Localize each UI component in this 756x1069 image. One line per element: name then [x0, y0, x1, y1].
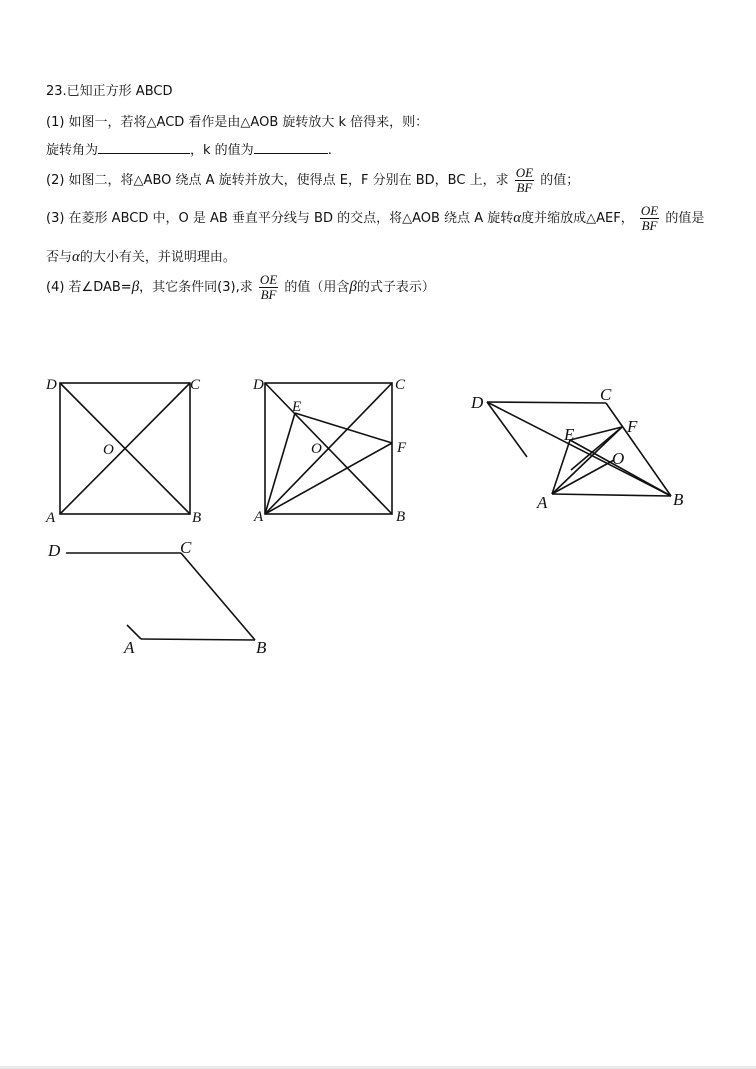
- fig1-label-o: O: [103, 442, 114, 458]
- fig2-label-d: D: [253, 377, 264, 393]
- fig1-label-c: C: [190, 377, 201, 393]
- fig4-label-c: C: [180, 538, 192, 557]
- q3-line2-a: 否与: [46, 250, 73, 265]
- fig4-side-cb: [181, 553, 255, 640]
- figure-2: [265, 383, 392, 514]
- fig2-label-b: B: [396, 509, 406, 525]
- fraction-oe-bf: $\frac{OE}{BF}$: [259, 272, 278, 302]
- q3-text-a: (3) 在菱形 ABCD 中，O 是 AB 垂直平分线与 BD 的交点，将△AOB 绕点 A 旋转: [46, 211, 514, 226]
- q4-text-c: 的值（用含: [284, 280, 350, 295]
- fig3-label-d: D: [471, 393, 484, 412]
- fig2-line-af: [265, 443, 392, 514]
- figure-1: [60, 383, 190, 514]
- fig3-side-ba: [552, 494, 671, 496]
- fraction-oe-bf: $\frac{OE}{BF}$: [640, 203, 659, 233]
- figure-4: [66, 553, 255, 640]
- fig4-side-ba: [141, 639, 255, 640]
- q1-end: .: [327, 143, 332, 158]
- q3-line2-b: 的大小有关，并说明理由。: [79, 250, 236, 265]
- fraction-oe-bf: $\frac{OE}{BF}$: [515, 165, 534, 195]
- fig2-label-o: O: [311, 441, 322, 457]
- fig2-label-a: A: [254, 509, 264, 525]
- alpha-symbol: α: [72, 249, 80, 265]
- fig1-label-d: D: [46, 377, 57, 393]
- fig3-label-b: B: [673, 490, 684, 509]
- fig3-label-c: C: [600, 385, 612, 404]
- q4-text-b: ，其它条件同(3),求: [139, 280, 253, 295]
- q4-text-d: 的式子表示）: [356, 280, 435, 295]
- problem-title: 23.已知正方形 ABCD: [46, 84, 173, 99]
- fig3-label-e: E: [564, 425, 575, 444]
- q3-text-c: 的值是: [665, 211, 705, 226]
- fig3-label-o: O: [612, 449, 625, 468]
- fig1-label-a: A: [46, 510, 56, 526]
- q2-end: 的值；: [540, 173, 580, 188]
- q3-text-b: 度并缩放成△AEF，: [521, 211, 634, 226]
- fig4-label-b: B: [256, 638, 267, 657]
- fig3-diagonal-db: [487, 402, 671, 496]
- fig3-side-da-partial: [487, 402, 527, 457]
- q4-text-a: (4) 若∠DAB=: [46, 280, 132, 295]
- question-1: (1) 如图一，若将△ACD 看作是由△AOB 旋转放大 k 倍得来，则：: [46, 115, 429, 130]
- fig1-label-b: B: [192, 510, 202, 526]
- q1-rotation-label: 旋转角为: [46, 143, 99, 158]
- figure-3: [487, 402, 671, 496]
- fig3-label-f: F: [627, 417, 638, 436]
- fig2-label-f: F: [397, 440, 407, 456]
- alpha-symbol: α: [513, 210, 522, 226]
- fig3-side-dc: [487, 402, 606, 403]
- fig4-label-a: A: [124, 638, 135, 657]
- fig2-label-c: C: [395, 377, 406, 393]
- fig2-label-e: E: [292, 399, 302, 415]
- fig4-side-a-partial: [127, 625, 141, 639]
- beta-symbol: β: [349, 279, 357, 295]
- fig4-label-d: D: [48, 541, 61, 560]
- q1-k-label: ，k 的值为: [190, 143, 254, 158]
- fig3-label-a: A: [537, 493, 548, 512]
- q2-text: (2) 如图二，将△ABO 绕点 A 旋转并放大，使得点 E，F 分别在 BD，BC 上，求: [46, 173, 509, 188]
- beta-symbol: β: [131, 279, 140, 295]
